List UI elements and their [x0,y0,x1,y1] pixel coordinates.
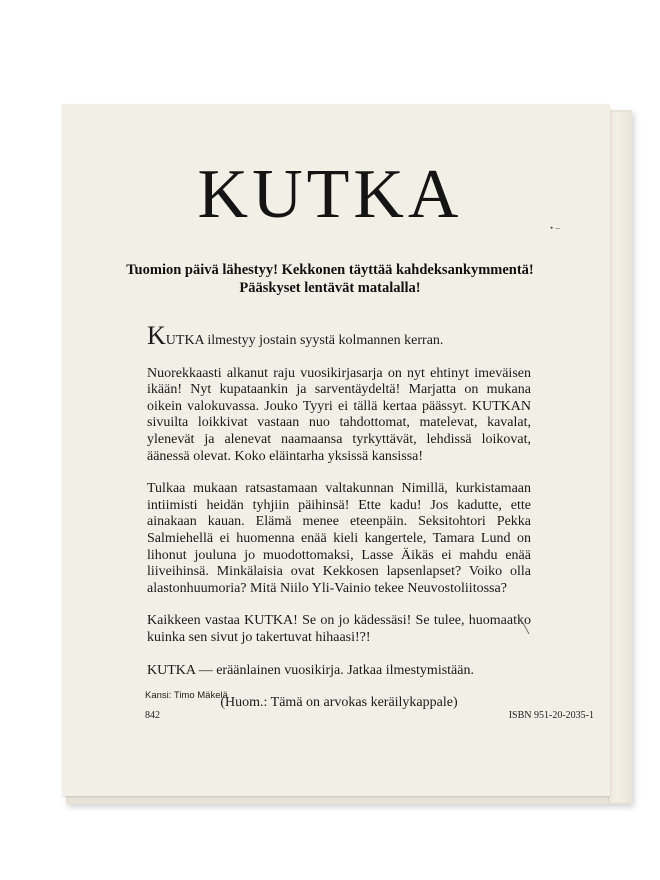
paragraph-2: Tulkaa mukaan ratsastamaan valtakunnan Nimillä, kurkistamaan intiimisti heidän tyhjiin päihinsä! Ette kadu! Jos kadutte, ette ainakaan kauan. Elämä menee eteenpäin. Seksitohtori Pekka Salmiehellä ei huomenna enää kieli kangertele, Tamara Lund on lihonut jouluna jo muodottomaksi, Lasse Äikäs ei mahdu enää liiveihinsä. Minkälaisia ovat Kekkosen lapsenlapset? Voiko olla alastonhuumoria? Mitä Niilo Yli-Vainio tekee Neuvostoliitossa? [147,481,531,596]
corner-mark: • – [550,223,560,233]
drop-cap: K [147,321,166,350]
blurb-text [147,321,531,712]
closing-line: KUTKA — eräänlainen vuosikirja. Jatkaa ilmestymistään. [147,662,474,678]
collector-note: (Huom.: Tämä on arvokas keräilykappale) [220,695,458,711]
tagline-line-2: Pääskyset lentävät matalalla! [239,280,421,296]
catalog-number: 842 [145,710,160,721]
tagline [0,261,660,297]
paragraph-1: Nuorekkaasti alkanut raju vuosikirjasarja on nyt ehtinyt imeväisen ikään! Nyt kupataankin ja sarventäydeltä! Marjatta on mukana oikein valokuvassa. Jouko Tyyri ei tällä kertaa päässyt. KUTKAN sivuilta loikkivat vastaan nuo tahdottomat, matelevat, kavalat, ylenevät ja alenevat naamaansa tyrkyttävät, lehdissä loikovat, äänessä olevat. Koko eläintarha yksissä kansissa! [147,365,531,464]
tagline-line-1: Tuomion päivä lähestyy! Kekkonen täyttää kahdeksankymmentä! [126,262,534,278]
pen-scratch-mark [516,614,532,636]
paragraph-3: Kaikkeen vastaa KUTKA! Se on jo kädessäsi! Se tulee, huomaatko kuinka sen sivut jo takertuvat hihaasi!?! [147,613,531,645]
cover-credit: Kansi: Timo Mäkelä [145,690,228,701]
book-title: KUTKA [197,156,463,233]
intro-paragraph [147,321,531,350]
intro-text: UTKA ilmestyy jostain syystä kolmannen kerran. [165,333,444,348]
isbn: ISBN 951-20-2035-1 [508,710,594,721]
